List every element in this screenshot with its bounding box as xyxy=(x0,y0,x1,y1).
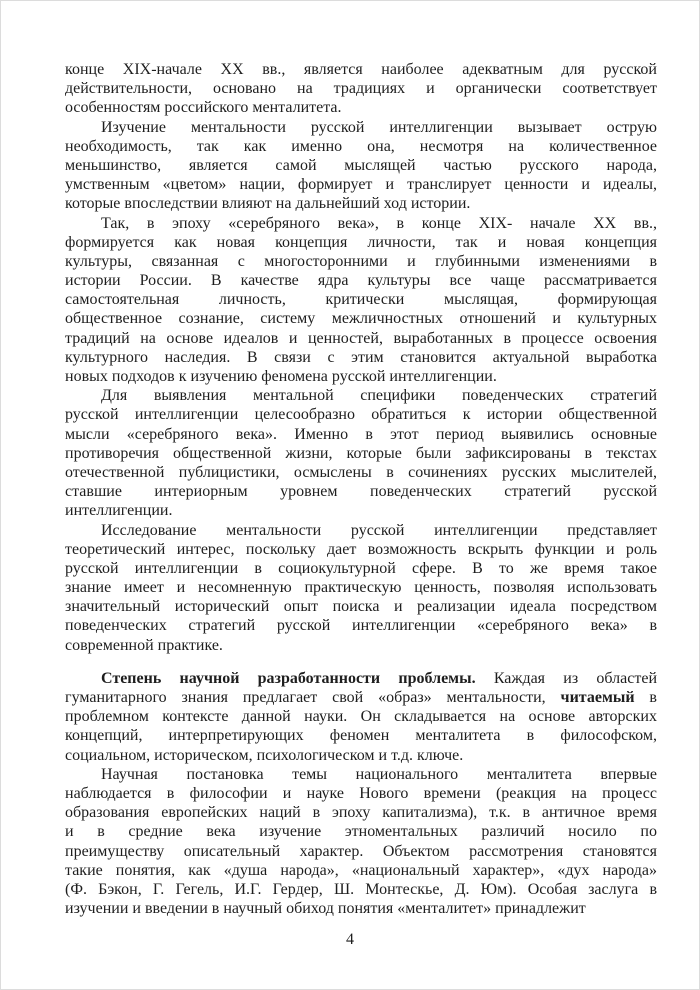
text-line: Исследование ментальности русской интеллигенции представляет xyxy=(101,521,657,539)
text-line: значительный исторический опыт поиска и реализации идеала посредством xyxy=(65,598,657,616)
text-line: интеллигенции. xyxy=(65,502,173,520)
page-number: 4 xyxy=(346,931,354,948)
text-line: поведенческих стратегий русской интеллигенции «серебряного века» в xyxy=(65,617,657,635)
text-line: преимуществу описательный характер. Объектом рассмотрения становятся xyxy=(65,842,657,860)
text-line: русской интеллигенции в социокультурной сфере. В то же время такое xyxy=(65,559,657,577)
text-run: Каждая из областей xyxy=(475,669,657,687)
text-line: мысли «серебряного века». Именно в этот период выявились основные xyxy=(65,425,657,443)
text-line: теоретический интерес, поскольку дает возможность вскрыть функции и роль xyxy=(65,540,657,558)
paragraph xyxy=(65,118,657,214)
text-line: концепций, интерпретирующих феномен менталитета в философском, xyxy=(65,727,657,745)
text-line: особенностям российского менталитета. xyxy=(65,99,342,117)
text-line: (Ф. Бэкон, Г. Гегель, И.Г. Гердер, Ш. Монтескье, Д. Юм). Особая заслуга в xyxy=(65,880,657,898)
text-line: формируется как новая концепция личности, так и новая концепция xyxy=(65,233,657,251)
text-line: образования европейских наций в эпоху капитализма), т.к. в античное время xyxy=(65,804,657,822)
paragraph xyxy=(65,765,657,919)
text-line: отечественной публицистики, осмыслены в сочинениях русских мыслителей, xyxy=(65,463,657,481)
text-line: противоречия общественной жизни, которые были зафиксированы в текстах xyxy=(65,444,657,462)
text-line: русской интеллигенции целесообразно обратиться к истории общественной xyxy=(65,406,657,424)
text-line: наблюдается в философии и науке Нового времени (реакция на процесс xyxy=(65,784,657,802)
paragraph xyxy=(65,669,657,765)
text-line xyxy=(65,688,657,707)
bold-text: читаемый xyxy=(560,689,635,706)
text-line: меньшинство, является самой мыслящей частью русского народа, xyxy=(65,156,657,174)
text-line: которые впоследствии влияют на дальнейший ход истории. xyxy=(65,195,471,213)
text-run: гуманитарного знания предлагает свой «образ» ментальности, xyxy=(65,689,561,706)
text-line: и в средние века изучение этноментальных различий носило по xyxy=(65,823,657,841)
text-line: умственным «цветом» нации, формирует и транслирует ценности и идеалы, xyxy=(65,176,657,194)
page-text xyxy=(65,60,657,918)
text-line: самостоятельная личность, критически мыслящая, формирующая xyxy=(65,291,657,309)
paragraph xyxy=(65,214,657,387)
text-line: действительности, основано на традициях и органически соответствует xyxy=(65,80,657,98)
text-line: изучении и введении в научный обиход понятия «менталитет» принадлежит xyxy=(65,900,586,918)
text-line: Изучение ментальности русской интеллигенции вызывает острую xyxy=(101,118,657,136)
bold-text: Степень научной разработанности проблемы. xyxy=(101,669,476,687)
paragraph xyxy=(65,521,657,655)
text-line: такие понятия, как «душа народа», «национальный характер», «дух народа» xyxy=(65,861,657,879)
text-line: Для выявления ментальной специфики поведенческих стратегий xyxy=(101,387,657,405)
text-line: общественное сознание, систему межличностных отношений и культурных xyxy=(65,310,657,328)
text-line: новых подходов к изучению феномена русской интеллигенции. xyxy=(65,368,497,385)
text-line xyxy=(65,669,657,688)
text-line: Так, в эпоху «серебряного века», в конце XIX- начале XX вв., xyxy=(101,214,657,232)
text-line: социальном, историческом, психологическом и т.д. ключе. xyxy=(65,746,464,764)
text-line: культуры, связанная с многосторонними и глубинными изменениями в xyxy=(65,252,657,270)
text-run: в xyxy=(634,689,657,706)
text-line: конце XIX-начале XX вв., является наиболее адекватным для русской xyxy=(65,61,657,78)
paragraph xyxy=(65,386,657,520)
text-line: ставшие интериорным уровнем поведенческих стратегий русской xyxy=(65,483,657,501)
text-line: современной практике. xyxy=(65,636,223,654)
paragraph xyxy=(65,60,657,118)
text-line: знание имеет и несомненную практическую ценность, позволяя использовать xyxy=(65,579,657,597)
text-line: истории России. В качестве ядра культуры все чаще рассматривается xyxy=(65,272,657,290)
text-line: проблемном контексте данной науки. Он складывается на основе авторских xyxy=(65,708,657,726)
text-line: необходимость, так как именно она, несмотря на количественное xyxy=(65,137,657,155)
text-line: культурного наследия. В связи с этим становится актуальной выработка xyxy=(65,348,657,366)
text-line: традиций на основе идеалов и ценностей, выработанных в процессе освоения xyxy=(65,329,657,347)
text-line: Научная постановка темы национального менталитета впервые xyxy=(101,765,657,783)
